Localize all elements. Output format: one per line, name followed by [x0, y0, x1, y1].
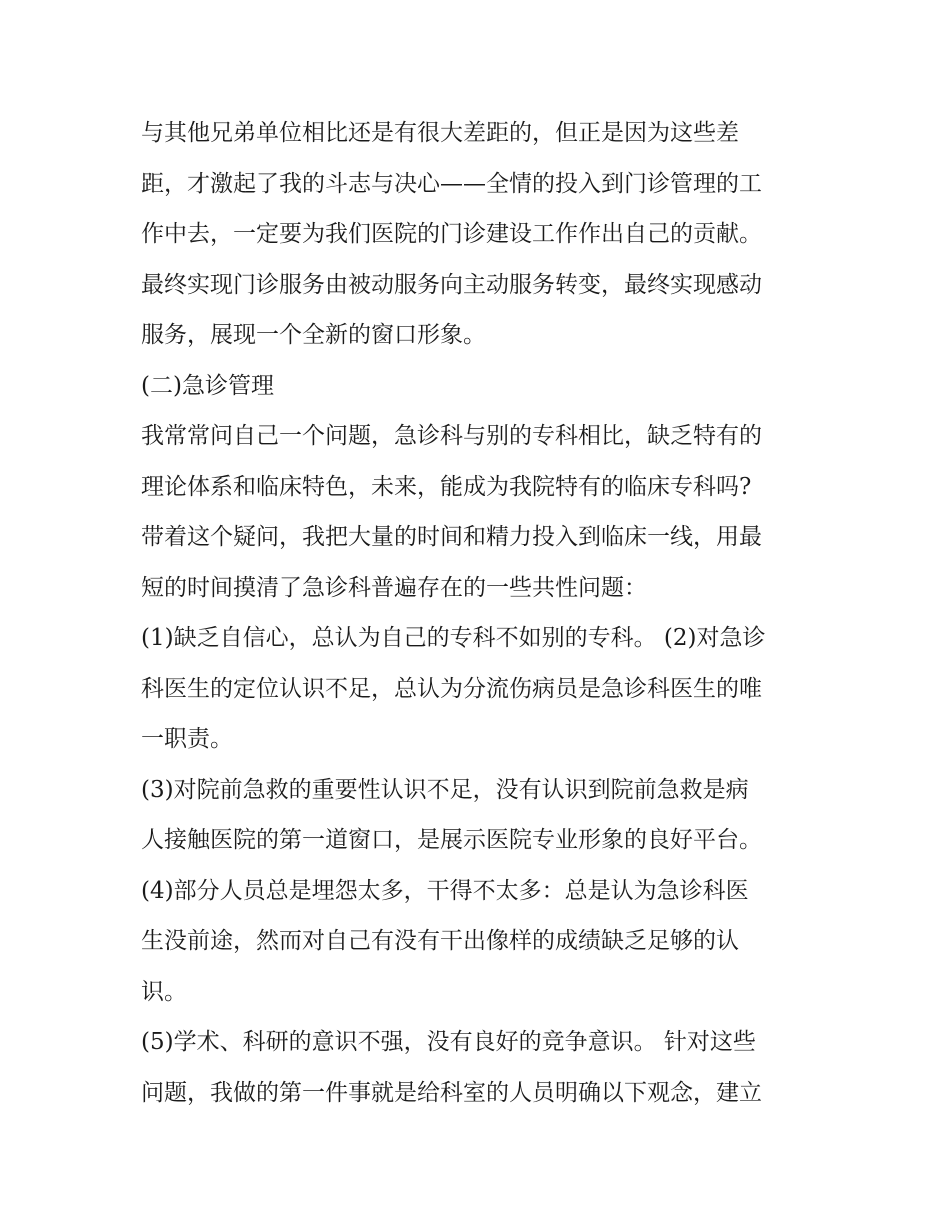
list-item-line: (5)学术、科研的意识不强，没有良好的竞争意识。 针对这些: [141, 1029, 756, 1055]
list-item-line: (4)部分人员总是埋怨太多，干得不太多：总是认为急诊科医: [141, 877, 749, 904]
body-text: [141, 108, 813, 1118]
text-line: 带着这个疑问，我把大量的时间和精力投入到临床一线，用最: [141, 524, 762, 550]
text-line: 与其他兄弟单位相比还是有很大差距的，但正是因为这些差: [141, 120, 739, 146]
text-line: 距，才激起了我的斗志与决心——全情的投入到门诊管理的工: [141, 170, 762, 197]
text-line: 问题，我做的第一件事就是给科室的人员明确以下观念，建立: [141, 1079, 762, 1106]
section-heading: (二)急诊管理: [141, 372, 274, 399]
text-line: 理论体系和临床特色，未来，能成为我院特有的临床专科吗?: [141, 473, 752, 500]
list-item-line: 生没前途，然而对自己有没有干出像样的成绩缺乏足够的认: [141, 928, 739, 954]
list-item-line: 人接触医院的第一道窗口，是展示医院专业形象的良好平台。: [141, 827, 762, 853]
list-item-line: (1)缺乏自信心，总认为自己的专科不如别的专科。 (2)对急诊: [141, 625, 766, 651]
list-item-line: 一职责。: [141, 726, 233, 752]
text-line: 服务，展现一个全新的窗口形象。: [141, 322, 486, 348]
text-line: 短的时间摸清了急诊科普遍存在的一些共性问题：: [141, 574, 647, 601]
text-line: 我常常问自己一个问题，急诊科与别的专科相比，缺乏特有的: [141, 423, 762, 449]
list-item-line: 识。: [141, 978, 187, 1005]
list-item-line: 科医生的定位认识不足，总认为分流伤病员是急诊科医生的唯: [141, 675, 762, 702]
text-line: 作中去，一定要为我们医院的门诊建设工作作出自己的贡献。: [141, 221, 762, 247]
list-item-line: (3)对院前急救的重要性认识不足，没有认识到院前急救是病: [141, 776, 749, 803]
text-line: 最终实现门诊服务由被动服务向主动服务转变，最终实现感动: [141, 271, 762, 298]
